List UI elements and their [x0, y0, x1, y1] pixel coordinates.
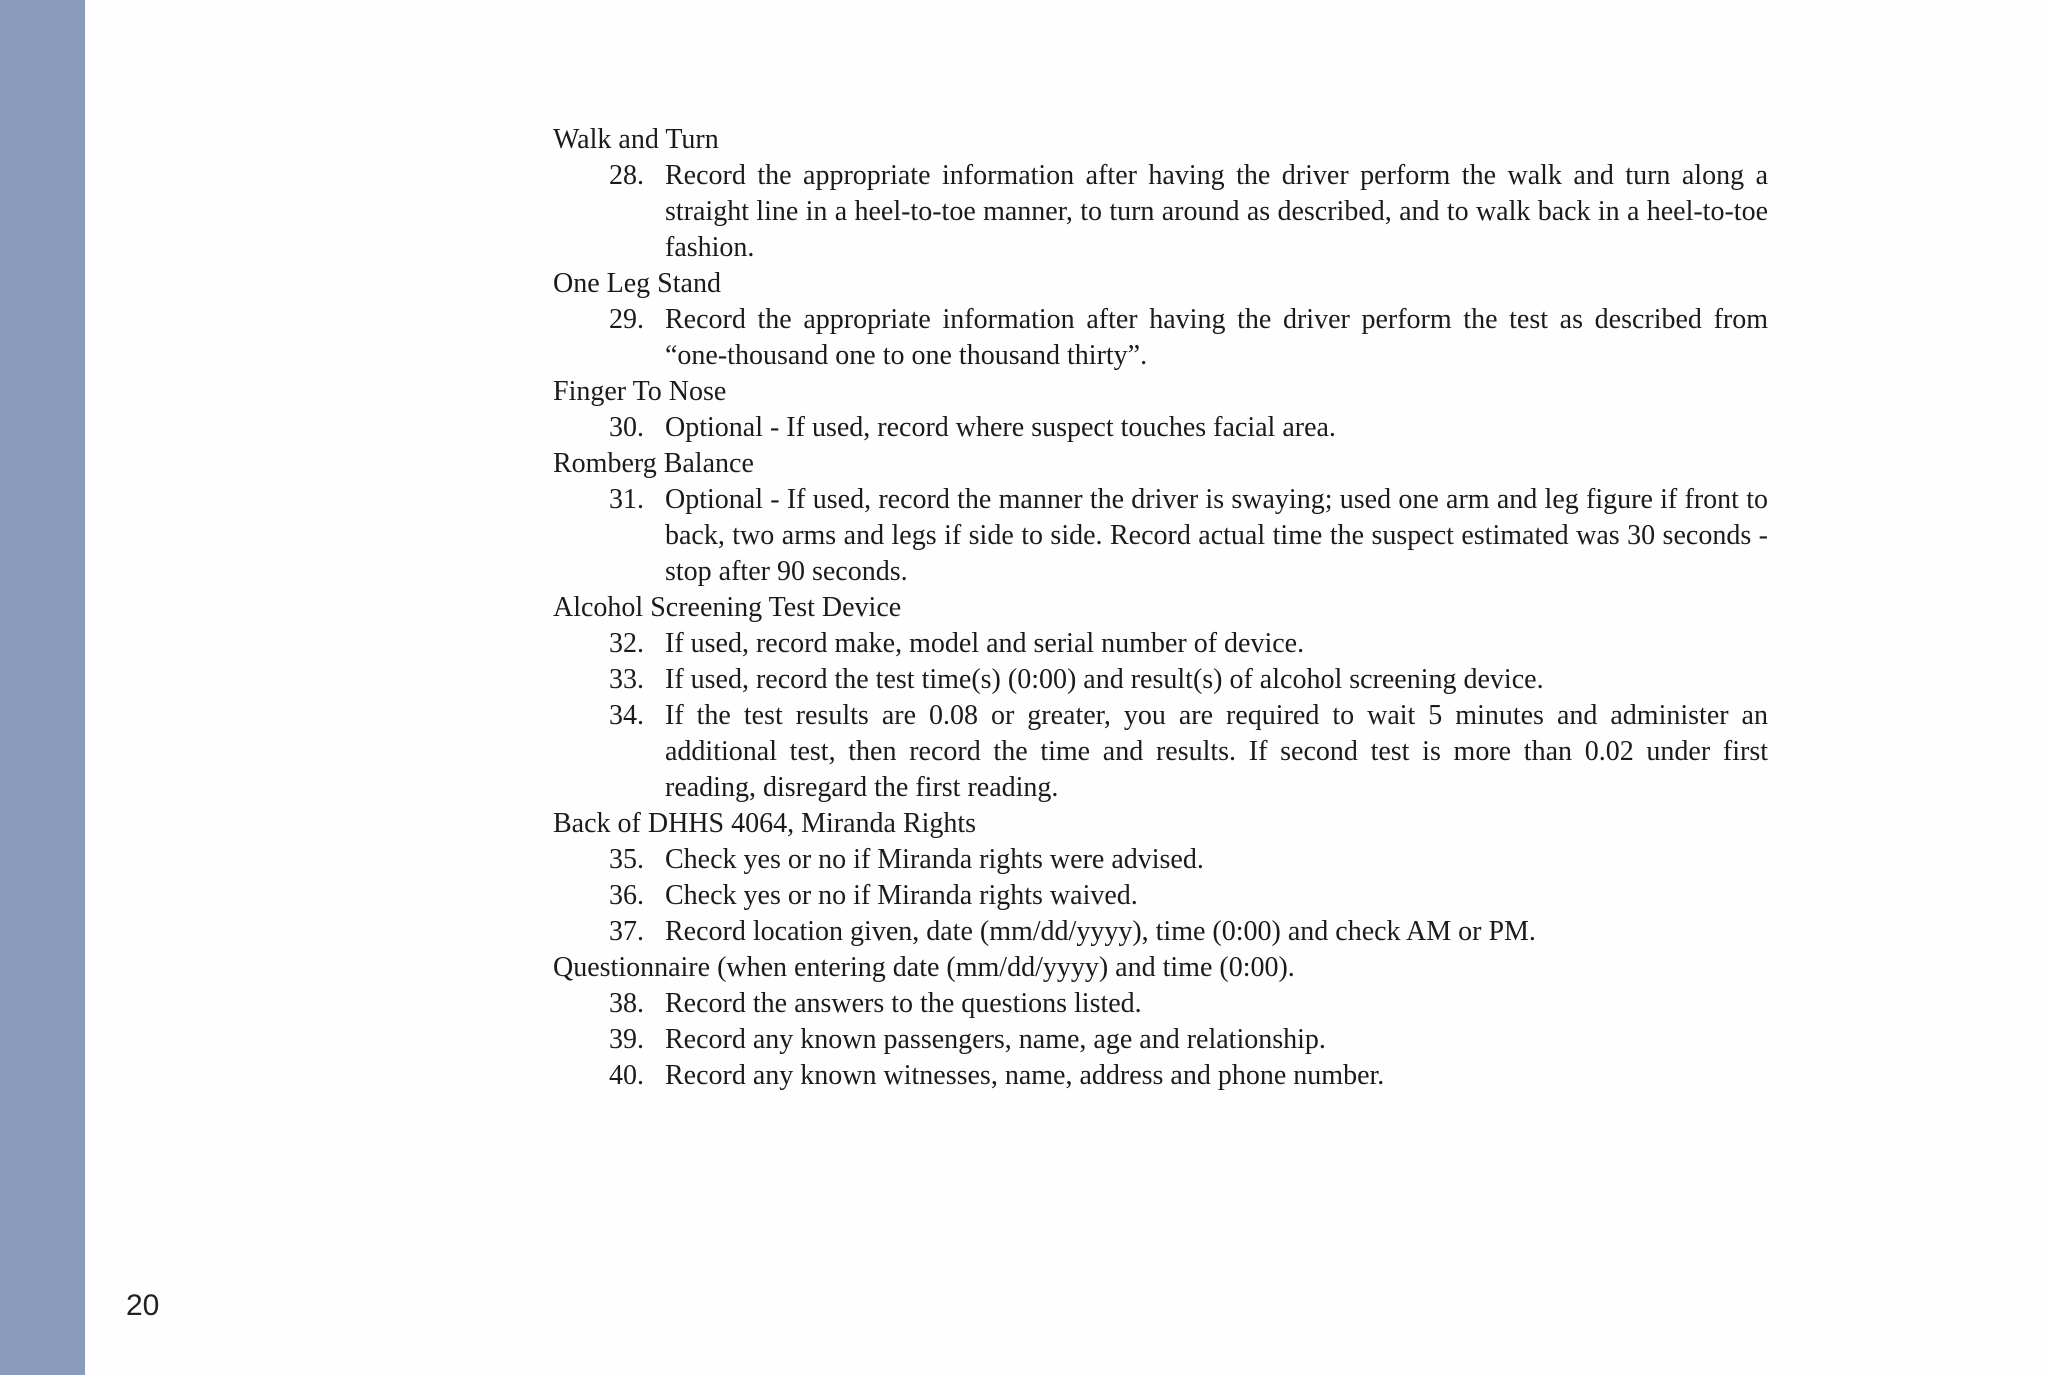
item-number: 37. [609, 916, 644, 947]
section-heading: One Leg Stand [553, 268, 721, 299]
item-number: 40. [609, 1060, 644, 1091]
item-text: Optional - If used, record the manner the driver is swaying; used one arm and leg figure if front to back, two arms and legs if side to side. Record actual time the suspect estimated was 30 seconds - stop after 90 seconds. [665, 484, 1768, 587]
list-item [553, 662, 1768, 698]
item-number: 36. [609, 880, 644, 911]
list-item [553, 626, 1768, 662]
list-item [553, 302, 1768, 374]
list-item [553, 1058, 1768, 1094]
list-item [553, 698, 1768, 806]
item-number: 28. [609, 160, 644, 191]
item-text: Record any known witnesses, name, address and phone number. [665, 1060, 1385, 1091]
list-item [553, 482, 1768, 590]
list-item [553, 158, 1768, 266]
list-item [553, 842, 1768, 878]
section-heading: Back of DHHS 4064, Miranda Rights [553, 808, 977, 839]
item-text: Record any known passengers, name, age and relationship. [665, 1024, 1326, 1055]
list-item [553, 410, 1768, 446]
item-text: If used, record make, model and serial number of device. [665, 628, 1305, 659]
item-text: Record the appropriate information after having the driver perform the test as described from “one-thousand one to one thousand thirty”. [665, 304, 1768, 371]
instructions-body [553, 122, 1768, 1094]
item-number: 33. [609, 664, 644, 695]
list-item [553, 878, 1768, 914]
section-heading: Romberg Balance [553, 448, 754, 479]
item-number: 29. [609, 304, 644, 335]
item-number: 34. [609, 700, 644, 731]
item-text: Check yes or no if Miranda rights waived. [665, 880, 1138, 911]
item-number: 35. [609, 844, 644, 875]
list-item [553, 986, 1768, 1022]
sidebar-band [0, 0, 85, 1375]
item-text: Check yes or no if Miranda rights were advised. [665, 844, 1204, 875]
item-number: 39. [609, 1024, 644, 1055]
section-heading: Questionnaire (when entering date (mm/dd/yyyy) and time (0:00). [553, 952, 1295, 983]
section-heading: Finger To Nose [553, 376, 727, 407]
page-number: 20 [126, 1289, 160, 1322]
item-number: 31. [609, 484, 644, 515]
item-number: 32. [609, 628, 644, 659]
item-number: 38. [609, 988, 644, 1019]
section-heading: Walk and Turn [553, 124, 719, 155]
item-text: If used, record the test time(s) (0:00) and result(s) of alcohol screening device. [665, 664, 1544, 695]
item-number: 30. [609, 412, 644, 443]
list-item [553, 1022, 1768, 1058]
item-text: Record the appropriate information after having the driver perform the walk and turn along a straight line in a heel-to-toe manner, to turn around as described, and to walk back in a heel-to-toe fashion. [665, 160, 1768, 263]
item-text: If the test results are 0.08 or greater, you are required to wait 5 minutes and administer an additional test, then record the time and results. If second test is more than 0.02 under first reading, disregard the first reading. [665, 700, 1768, 803]
item-text: Record location given, date (mm/dd/yyyy), time (0:00) and check AM or PM. [665, 916, 1536, 947]
item-text: Optional - If used, record where suspect touches facial area. [665, 412, 1336, 443]
list-item [553, 914, 1768, 950]
section-heading: Alcohol Screening Test Device [553, 592, 902, 623]
item-text: Record the answers to the questions listed. [665, 988, 1142, 1019]
